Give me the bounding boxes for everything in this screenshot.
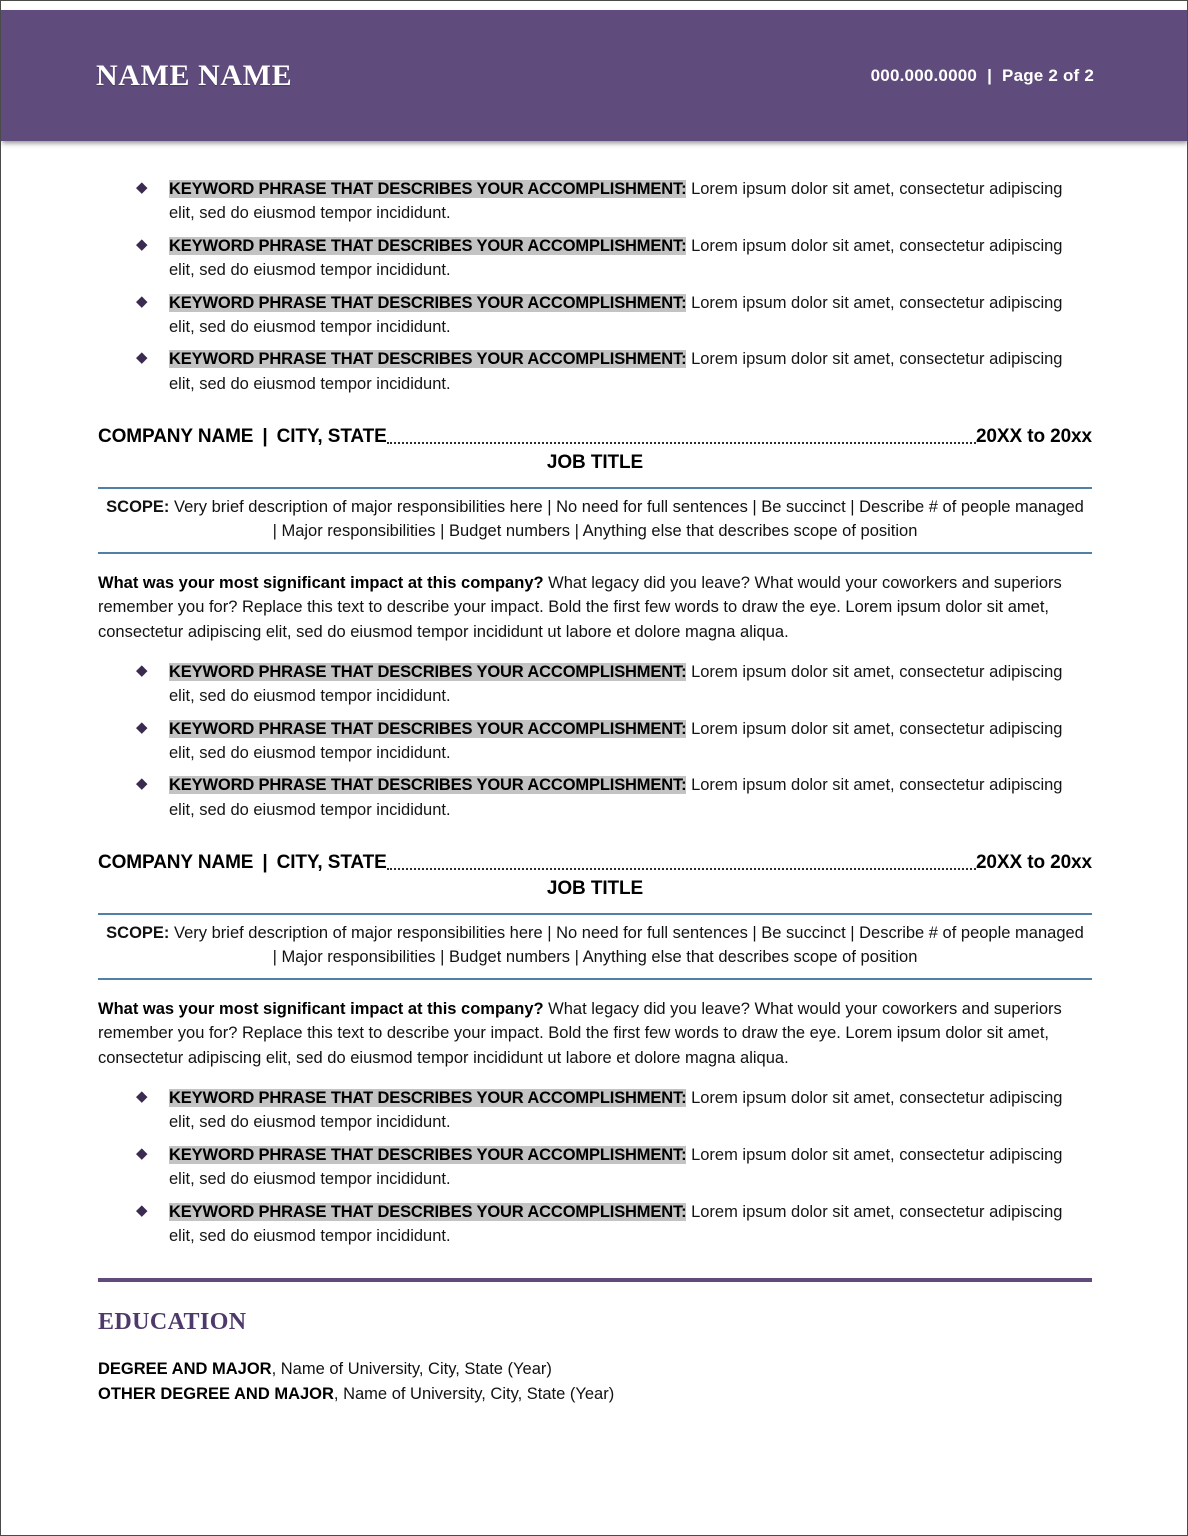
company-heading xyxy=(98,426,1092,448)
list-item xyxy=(98,773,1092,822)
scope-box xyxy=(98,487,1092,554)
diamond-bullet-icon: ◆ xyxy=(136,235,148,253)
list-item xyxy=(98,347,1092,396)
accomplishment-list-top xyxy=(98,141,1092,396)
list-item xyxy=(98,1143,1092,1192)
list-item xyxy=(98,1200,1092,1249)
employment-dates: 20XX to 20xx xyxy=(975,852,1092,874)
degree-detail: , Name of University, City, State (Year) xyxy=(271,1360,552,1379)
accomplishment-keyword: KEYWORD PHRASE THAT DESCRIBES YOUR ACCOMPLISHMENT: xyxy=(169,1088,687,1107)
list-item xyxy=(98,717,1092,766)
diamond-bullet-icon: ◆ xyxy=(136,718,148,736)
impact-paragraph xyxy=(98,997,1092,1070)
degree-name: DEGREE AND MAJOR xyxy=(98,1360,272,1379)
accomplishment-keyword: KEYWORD PHRASE THAT DESCRIBES YOUR ACCOMPLISHMENT: xyxy=(169,776,687,795)
impact-body: What legacy did you leave? What would your coworkers and superiors remember you for? Replace this text to describe your impact. Bold the first few words to draw the eye. Lorem ipsum dolor sit amet, consectetur adipiscing elit, sed do eiusmod tempor incididunt ut labore et dolore magna aliqua. xyxy=(98,1000,1062,1067)
job-entry xyxy=(98,852,1092,1248)
accomplishment-text: Lorem ipsum dolor sit amet, consectetur adipiscing elit, sed do eiusmod tempor incididunt. xyxy=(169,350,1063,393)
list-item xyxy=(98,291,1092,340)
accomplishment-text: Lorem ipsum dolor sit amet, consectetur adipiscing elit, sed do eiusmod tempor incididunt. xyxy=(169,1202,1063,1245)
company-location: CITY, STATE xyxy=(276,426,387,448)
phone-number: 000.000.0000 xyxy=(870,65,978,85)
company-heading xyxy=(98,852,1092,874)
list-item xyxy=(98,234,1092,283)
scope-text: Very brief description of major responsibilities here | No need for full sentences | Be succinct | Describe # of people managed | Major responsibilities | Budget numbers | Anything else that describes scope of position xyxy=(169,498,1084,541)
accomplishment-keyword: KEYWORD PHRASE THAT DESCRIBES YOUR ACCOMPLISHMENT: xyxy=(169,1202,687,1221)
company-separator: | xyxy=(262,852,268,874)
impact-lead: What was your most significant impact at this company? xyxy=(98,1000,544,1019)
page-title: EDUCATION xyxy=(98,1309,247,1336)
accomplishment-text: Lorem ipsum dolor sit amet, consectetur adipiscing elit, sed do eiusmod tempor incididunt. xyxy=(169,662,1063,706)
accomplishment-keyword: KEYWORD PHRASE THAT DESCRIBES YOUR ACCOMPLISHMENT: xyxy=(169,1145,687,1164)
scope-text: Very brief description of major responsibilities here | No need for full sentences | Be succinct | Describe # of people managed | Major responsibilities | Budget numbers | Anything else that describes scope of position xyxy=(169,924,1084,967)
impact-paragraph xyxy=(98,571,1092,644)
diamond-bullet-icon: ◆ xyxy=(136,661,148,679)
diamond-bullet-icon: ◆ xyxy=(136,1144,148,1162)
scope-box xyxy=(98,913,1092,980)
diamond-bullet-icon: ◆ xyxy=(136,775,148,793)
dotted-leader xyxy=(387,867,976,870)
degree-detail: , Name of University, City, State (Year) xyxy=(333,1384,615,1403)
company-name: COMPANY NAME xyxy=(98,426,254,448)
header-contact-info xyxy=(871,66,1094,86)
company-name: COMPANY NAME xyxy=(98,852,254,874)
list-item xyxy=(98,1357,1092,1381)
accomplishment-keyword: KEYWORD PHRASE THAT DESCRIBES YOUR ACCOMPLISHMENT: xyxy=(169,350,687,369)
list-item xyxy=(98,177,1092,226)
impact-lead: What was your most significant impact at this company? xyxy=(98,574,544,593)
education-list xyxy=(98,1357,1092,1406)
company-separator: | xyxy=(262,426,268,448)
accomplishment-text: Lorem ipsum dolor sit amet, consectetur adipiscing elit, sed do eiusmod tempor incididunt. xyxy=(169,293,1063,337)
accomplishment-keyword: KEYWORD PHRASE THAT DESCRIBES YOUR ACCOMPLISHMENT: xyxy=(169,236,687,255)
page-header xyxy=(1,10,1188,141)
accomplishment-list xyxy=(98,644,1092,822)
accomplishment-keyword: KEYWORD PHRASE THAT DESCRIBES YOUR ACCOMPLISHMENT: xyxy=(169,293,687,312)
diamond-bullet-icon: ◆ xyxy=(136,1201,148,1219)
diamond-bullet-icon: ◆ xyxy=(136,179,148,196)
resume-content xyxy=(1,141,1188,1406)
company-location: CITY, STATE xyxy=(276,852,387,874)
impact-body: What legacy did you leave? What would your coworkers and superiors remember you for? Replace this text to describe your impact. Bold the first few words to draw the eye. Lorem ipsum dolor sit amet, consectetur adipiscing elit, sed do eiusmod tempor incididunt ut labore et dolore magna aliqua. xyxy=(98,574,1062,641)
accomplishment-keyword: KEYWORD PHRASE THAT DESCRIBES YOUR ACCOMPLISHMENT: xyxy=(169,180,687,198)
degree-name: OTHER DEGREE AND MAJOR xyxy=(98,1384,334,1403)
page-indicator: Page 2 of 2 xyxy=(1002,65,1094,85)
dotted-leader xyxy=(387,441,976,444)
scope-label: SCOPE: xyxy=(106,924,170,943)
accomplishment-text: Lorem ipsum dolor sit amet, consectetur adipiscing elit, sed do eiusmod tempor incididunt. xyxy=(169,1145,1063,1189)
accomplishment-text: Lorem ipsum dolor sit amet, consectetur adipiscing elit, sed do eiusmod tempor incididunt. xyxy=(169,180,1063,223)
accomplishment-text: Lorem ipsum dolor sit amet, consectetur adipiscing elit, sed do eiusmod tempor incididunt. xyxy=(169,719,1063,763)
job-title: JOB TITLE xyxy=(546,878,644,900)
job-title: JOB TITLE xyxy=(546,452,644,474)
list-item xyxy=(98,1382,1092,1406)
scope-label: SCOPE: xyxy=(106,498,170,517)
section-divider xyxy=(98,1278,1092,1282)
employment-dates: 20XX to 20xx xyxy=(975,426,1092,448)
job-entry xyxy=(98,426,1092,822)
diamond-bullet-icon: ◆ xyxy=(136,349,148,367)
accomplishment-keyword: KEYWORD PHRASE THAT DESCRIBES YOUR ACCOMPLISHMENT: xyxy=(169,719,687,738)
accomplishment-list xyxy=(98,1070,1092,1248)
candidate-name: NAME NAME xyxy=(96,58,293,92)
accomplishment-text: Lorem ipsum dolor sit amet, consectetur adipiscing elit, sed do eiusmod tempor incididunt. xyxy=(169,236,1063,280)
list-item xyxy=(98,660,1092,709)
list-item xyxy=(98,1086,1092,1135)
header-separator: | xyxy=(987,65,993,85)
accomplishment-text: Lorem ipsum dolor sit amet, consectetur adipiscing elit, sed do eiusmod tempor incididunt. xyxy=(169,1088,1063,1132)
accomplishment-text: Lorem ipsum dolor sit amet, consectetur adipiscing elit, sed do eiusmod tempor incididunt. xyxy=(169,776,1063,819)
diamond-bullet-icon: ◆ xyxy=(136,292,148,310)
diamond-bullet-icon: ◆ xyxy=(136,1087,148,1105)
accomplishment-keyword: KEYWORD PHRASE THAT DESCRIBES YOUR ACCOMPLISHMENT: xyxy=(169,662,687,681)
